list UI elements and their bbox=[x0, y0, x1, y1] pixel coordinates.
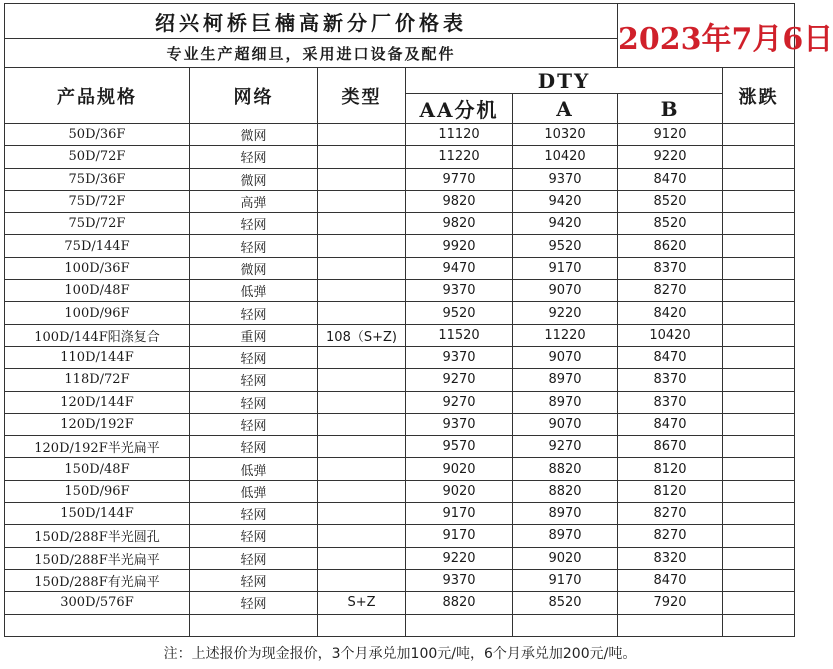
change-cell bbox=[723, 458, 795, 480]
price-aa-cell: 11520 bbox=[406, 324, 513, 346]
table-row bbox=[5, 592, 795, 614]
price-b-cell: 8270 bbox=[618, 280, 723, 302]
spec-cell: 100D/144F阳涤复合 bbox=[5, 324, 190, 346]
price-a-cell: 8970 bbox=[513, 503, 618, 525]
col-header-a: A bbox=[513, 94, 618, 124]
mesh-cell: 轻网 bbox=[190, 346, 318, 368]
price-aa-cell: 9220 bbox=[406, 547, 513, 569]
spec-cell: 50D/72F bbox=[5, 146, 190, 168]
change-cell bbox=[723, 369, 795, 391]
spec-cell: 300D/576F bbox=[5, 592, 190, 614]
change-cell bbox=[723, 213, 795, 235]
change-cell bbox=[723, 168, 795, 190]
price-b-cell: 8470 bbox=[618, 569, 723, 591]
type-cell bbox=[318, 257, 406, 279]
change-cell bbox=[723, 480, 795, 502]
type-cell: S+Z bbox=[318, 592, 406, 614]
price-a-cell: 9170 bbox=[513, 569, 618, 591]
price-aa-cell: 9820 bbox=[406, 190, 513, 212]
change-cell bbox=[723, 190, 795, 212]
mesh-cell: 微网 bbox=[190, 124, 318, 146]
type-cell bbox=[318, 569, 406, 591]
price-b-cell: 8370 bbox=[618, 369, 723, 391]
price-a-cell: 9520 bbox=[513, 235, 618, 257]
table-row bbox=[5, 346, 795, 368]
table-row bbox=[5, 391, 795, 413]
price-aa-cell: 8820 bbox=[406, 592, 513, 614]
spec-cell: 150D/288F半光圆孔 bbox=[5, 525, 190, 547]
table-row bbox=[5, 257, 795, 279]
price-aa-cell: 9520 bbox=[406, 302, 513, 324]
price-b-cell: 7920 bbox=[618, 592, 723, 614]
price-a-cell: 9070 bbox=[513, 280, 618, 302]
mesh-cell: 轻网 bbox=[190, 413, 318, 435]
price-b-cell: 8470 bbox=[618, 346, 723, 368]
mesh-cell: 轻网 bbox=[190, 391, 318, 413]
price-a-cell: 9270 bbox=[513, 436, 618, 458]
col-header-b: B bbox=[618, 94, 723, 124]
sheet-subtitle: 专业生产超细旦，采用进口设备及配件 bbox=[5, 39, 618, 68]
type-cell bbox=[318, 547, 406, 569]
mesh-cell: 轻网 bbox=[190, 547, 318, 569]
price-b-cell: 8270 bbox=[618, 503, 723, 525]
col-header-aa: AA分机 bbox=[406, 94, 513, 124]
spec-cell: 120D/144F bbox=[5, 391, 190, 413]
spec-cell: 150D/144F bbox=[5, 503, 190, 525]
table-row bbox=[5, 569, 795, 591]
mesh-cell: 轻网 bbox=[190, 146, 318, 168]
empty-cell bbox=[5, 614, 190, 636]
spec-cell: 50D/36F bbox=[5, 124, 190, 146]
table-row bbox=[5, 235, 795, 257]
mesh-cell: 轻网 bbox=[190, 235, 318, 257]
change-cell bbox=[723, 592, 795, 614]
price-b-cell: 8120 bbox=[618, 458, 723, 480]
price-a-cell: 11220 bbox=[513, 324, 618, 346]
type-cell bbox=[318, 124, 406, 146]
change-cell bbox=[723, 413, 795, 435]
price-aa-cell: 9370 bbox=[406, 569, 513, 591]
price-aa-cell: 9170 bbox=[406, 503, 513, 525]
price-a-cell: 9420 bbox=[513, 213, 618, 235]
price-a-cell: 8970 bbox=[513, 525, 618, 547]
empty-cell bbox=[513, 614, 618, 636]
mesh-cell: 轻网 bbox=[190, 436, 318, 458]
price-aa-cell: 9920 bbox=[406, 235, 513, 257]
change-cell bbox=[723, 503, 795, 525]
price-b-cell: 8520 bbox=[618, 190, 723, 212]
spec-cell: 75D/72F bbox=[5, 213, 190, 235]
spec-cell: 100D/36F bbox=[5, 257, 190, 279]
spec-cell: 150D/48F bbox=[5, 458, 190, 480]
spec-cell: 100D/96F bbox=[5, 302, 190, 324]
change-cell bbox=[723, 569, 795, 591]
mesh-cell: 高弹 bbox=[190, 190, 318, 212]
price-b-cell: 8670 bbox=[618, 436, 723, 458]
mesh-cell: 低弹 bbox=[190, 458, 318, 480]
change-cell bbox=[723, 257, 795, 279]
price-b-cell: 8420 bbox=[618, 302, 723, 324]
type-cell bbox=[318, 280, 406, 302]
type-cell bbox=[318, 413, 406, 435]
price-b-cell: 8270 bbox=[618, 525, 723, 547]
type-cell bbox=[318, 503, 406, 525]
table-row bbox=[5, 190, 795, 212]
table-row bbox=[5, 124, 795, 146]
change-cell bbox=[723, 346, 795, 368]
type-cell: 108（S+Z) bbox=[318, 324, 406, 346]
price-a-cell: 8820 bbox=[513, 480, 618, 502]
table-row bbox=[5, 369, 795, 391]
price-aa-cell: 9370 bbox=[406, 346, 513, 368]
table-row bbox=[5, 480, 795, 502]
price-b-cell: 8370 bbox=[618, 257, 723, 279]
price-aa-cell: 9770 bbox=[406, 168, 513, 190]
mesh-cell: 轻网 bbox=[190, 369, 318, 391]
type-cell bbox=[318, 190, 406, 212]
price-a-cell: 8970 bbox=[513, 391, 618, 413]
price-b-cell: 8370 bbox=[618, 391, 723, 413]
price-a-cell: 9370 bbox=[513, 168, 618, 190]
spec-cell: 118D/72F bbox=[5, 369, 190, 391]
spec-cell: 100D/48F bbox=[5, 280, 190, 302]
mesh-cell: 轻网 bbox=[190, 525, 318, 547]
price-b-cell: 8470 bbox=[618, 168, 723, 190]
type-cell bbox=[318, 213, 406, 235]
table-row bbox=[5, 324, 795, 346]
price-b-cell: 8120 bbox=[618, 480, 723, 502]
change-cell bbox=[723, 547, 795, 569]
price-aa-cell: 9370 bbox=[406, 413, 513, 435]
empty-cell bbox=[318, 614, 406, 636]
col-header-type: 类型 bbox=[318, 68, 406, 124]
price-aa-cell: 9020 bbox=[406, 458, 513, 480]
price-a-cell: 10420 bbox=[513, 146, 618, 168]
table-row bbox=[5, 213, 795, 235]
mesh-cell: 轻网 bbox=[190, 213, 318, 235]
price-a-cell: 9070 bbox=[513, 346, 618, 368]
price-aa-cell: 11120 bbox=[406, 124, 513, 146]
col-header-change: 涨跌 bbox=[723, 68, 795, 124]
spec-cell: 75D/72F bbox=[5, 190, 190, 212]
mesh-cell: 微网 bbox=[190, 168, 318, 190]
type-cell bbox=[318, 302, 406, 324]
price-aa-cell: 9170 bbox=[406, 525, 513, 547]
spec-cell: 150D/288F半光扁平 bbox=[5, 547, 190, 569]
change-cell bbox=[723, 391, 795, 413]
spec-cell: 75D/144F bbox=[5, 235, 190, 257]
mesh-cell: 低弹 bbox=[190, 480, 318, 502]
empty-cell bbox=[406, 614, 513, 636]
table-row bbox=[5, 458, 795, 480]
empty-cell bbox=[190, 614, 318, 636]
price-b-cell: 10420 bbox=[618, 324, 723, 346]
price-aa-cell: 9570 bbox=[406, 436, 513, 458]
price-a-cell: 9020 bbox=[513, 547, 618, 569]
type-cell bbox=[318, 146, 406, 168]
type-cell bbox=[318, 458, 406, 480]
change-cell bbox=[723, 146, 795, 168]
mesh-cell: 轻网 bbox=[190, 569, 318, 591]
price-a-cell: 10320 bbox=[513, 124, 618, 146]
price-aa-cell: 9270 bbox=[406, 369, 513, 391]
table-row bbox=[5, 503, 795, 525]
table-row bbox=[5, 146, 795, 168]
change-cell bbox=[723, 124, 795, 146]
type-cell bbox=[318, 369, 406, 391]
mesh-cell: 轻网 bbox=[190, 503, 318, 525]
price-aa-cell: 9370 bbox=[406, 280, 513, 302]
col-header-mesh: 网络 bbox=[190, 68, 318, 124]
spec-cell: 120D/192F bbox=[5, 413, 190, 435]
change-cell bbox=[723, 235, 795, 257]
change-cell bbox=[723, 436, 795, 458]
price-aa-cell: 9820 bbox=[406, 213, 513, 235]
mesh-cell: 微网 bbox=[190, 257, 318, 279]
table-row bbox=[5, 413, 795, 435]
price-a-cell: 8520 bbox=[513, 592, 618, 614]
price-a-cell: 9420 bbox=[513, 190, 618, 212]
table-row bbox=[5, 168, 795, 190]
change-cell bbox=[723, 525, 795, 547]
price-aa-cell: 9270 bbox=[406, 391, 513, 413]
table-row bbox=[5, 436, 795, 458]
price-b-cell: 9120 bbox=[618, 124, 723, 146]
change-cell bbox=[723, 280, 795, 302]
type-cell bbox=[318, 391, 406, 413]
change-cell bbox=[723, 324, 795, 346]
type-cell bbox=[318, 235, 406, 257]
mesh-cell: 轻网 bbox=[190, 302, 318, 324]
mesh-cell: 轻网 bbox=[190, 592, 318, 614]
type-cell bbox=[318, 525, 406, 547]
col-header-spec: 产品规格 bbox=[5, 68, 190, 124]
price-a-cell: 9170 bbox=[513, 257, 618, 279]
price-aa-cell: 9020 bbox=[406, 480, 513, 502]
price-b-cell: 8620 bbox=[618, 235, 723, 257]
spec-cell: 150D/288F有光扁平 bbox=[5, 569, 190, 591]
spec-cell: 150D/96F bbox=[5, 480, 190, 502]
type-cell bbox=[318, 436, 406, 458]
table-row bbox=[5, 547, 795, 569]
price-a-cell: 8820 bbox=[513, 458, 618, 480]
type-cell bbox=[318, 346, 406, 368]
price-b-cell: 8470 bbox=[618, 413, 723, 435]
type-cell bbox=[318, 168, 406, 190]
type-cell bbox=[318, 480, 406, 502]
price-a-cell: 8970 bbox=[513, 369, 618, 391]
empty-cell bbox=[723, 614, 795, 636]
spec-cell: 110D/144F bbox=[5, 346, 190, 368]
footnote: 注：上述报价为现金报价，3个月承兑加100元/吨，6个月承兑加200元/吨。 bbox=[163, 646, 637, 662]
spec-cell: 120D/192F半光扁平 bbox=[5, 436, 190, 458]
change-cell bbox=[723, 302, 795, 324]
sheet-title: 绍兴柯桥巨楠高新分厂价格表 bbox=[5, 4, 618, 39]
empty-cell bbox=[618, 614, 723, 636]
mesh-cell: 低弹 bbox=[190, 280, 318, 302]
table-row bbox=[5, 302, 795, 324]
mesh-cell: 重网 bbox=[190, 324, 318, 346]
price-b-cell: 9220 bbox=[618, 146, 723, 168]
price-a-cell: 9220 bbox=[513, 302, 618, 324]
price-table bbox=[4, 3, 833, 637]
table-row bbox=[5, 525, 795, 547]
sheet-date: 2023年7月6日 bbox=[618, 4, 795, 68]
price-b-cell: 8520 bbox=[618, 213, 723, 235]
price-sheet bbox=[4, 3, 833, 637]
col-header-dty: DTY bbox=[406, 68, 723, 94]
table-row bbox=[5, 280, 795, 302]
empty-row bbox=[5, 614, 795, 636]
spec-cell: 75D/36F bbox=[5, 168, 190, 190]
price-a-cell: 9070 bbox=[513, 413, 618, 435]
price-aa-cell: 9470 bbox=[406, 257, 513, 279]
price-b-cell: 8320 bbox=[618, 547, 723, 569]
price-aa-cell: 11220 bbox=[406, 146, 513, 168]
